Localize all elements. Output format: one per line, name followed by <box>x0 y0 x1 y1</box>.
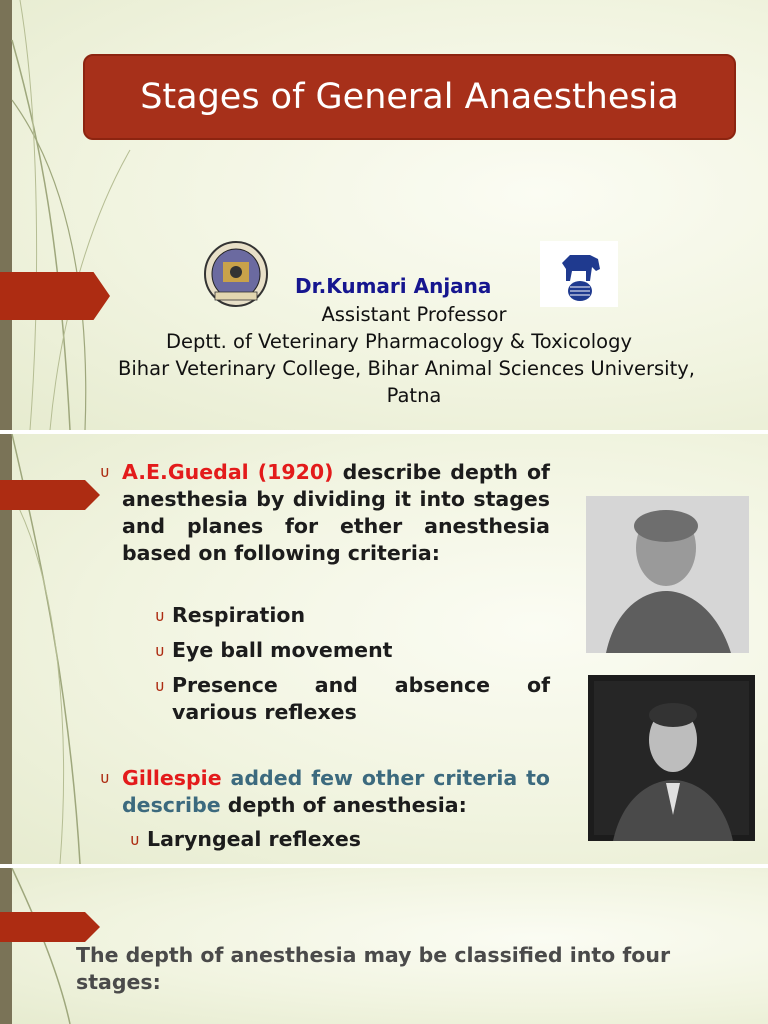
institution-line2: Patna <box>386 384 442 407</box>
university-seal-icon <box>203 240 269 308</box>
criteria-respiration: Respiration <box>172 603 306 627</box>
stages-slide <box>0 868 768 1024</box>
gillespie-dark-text: depth of anesthesia: <box>220 793 467 817</box>
criteria-laryngeal: Laryngeal reflexes <box>147 827 361 851</box>
bullet-icon: ᴜ <box>100 768 110 787</box>
bullet-icon: ᴜ <box>155 641 165 660</box>
content-slide <box>0 434 768 864</box>
guedel-portrait <box>586 496 749 653</box>
bullet-icon: ᴜ <box>100 462 110 481</box>
slide-title: Stages of General Anaesthesia <box>83 54 736 140</box>
bullet-gillespie <box>122 765 550 819</box>
criteria-eye-ball: Eye ball movement <box>172 638 393 662</box>
arrow-tab <box>0 912 100 942</box>
author-name: Dr.Kumari Anjana <box>295 274 492 298</box>
gillespie-portrait <box>588 675 755 841</box>
guedal-highlight: A.E.Guedal (1920) <box>122 460 334 484</box>
criteria-reflexes: Presence and absence of various reflexes <box>172 673 550 724</box>
title-slide <box>0 0 768 430</box>
arrow-tab <box>0 480 100 510</box>
guedal-text: describe depth of anesthesia by dividing it into stages and planes for ether anesthesia based on following criteria: <box>122 460 550 565</box>
gillespie-highlight: Gillespie <box>122 766 222 790</box>
bullet-icon: ᴜ <box>155 676 165 695</box>
department: Deptt. of Veterinary Pharmacology & Toxicology <box>165 330 633 353</box>
stages-intro: The depth of anesthesia may be classified into four stages: <box>76 943 671 994</box>
bull-emblem-icon <box>540 241 618 307</box>
author-title: Assistant Professor <box>321 303 507 326</box>
bullet-guedal <box>122 459 550 567</box>
bullet-icon: ᴜ <box>130 830 140 849</box>
bullet-icon: ᴜ <box>155 606 165 625</box>
institution-line1: Bihar Veterinary College, Bihar Animal Sciences University, <box>118 357 695 380</box>
gillespie-teal-text: added few other criteria to describe <box>122 766 550 817</box>
